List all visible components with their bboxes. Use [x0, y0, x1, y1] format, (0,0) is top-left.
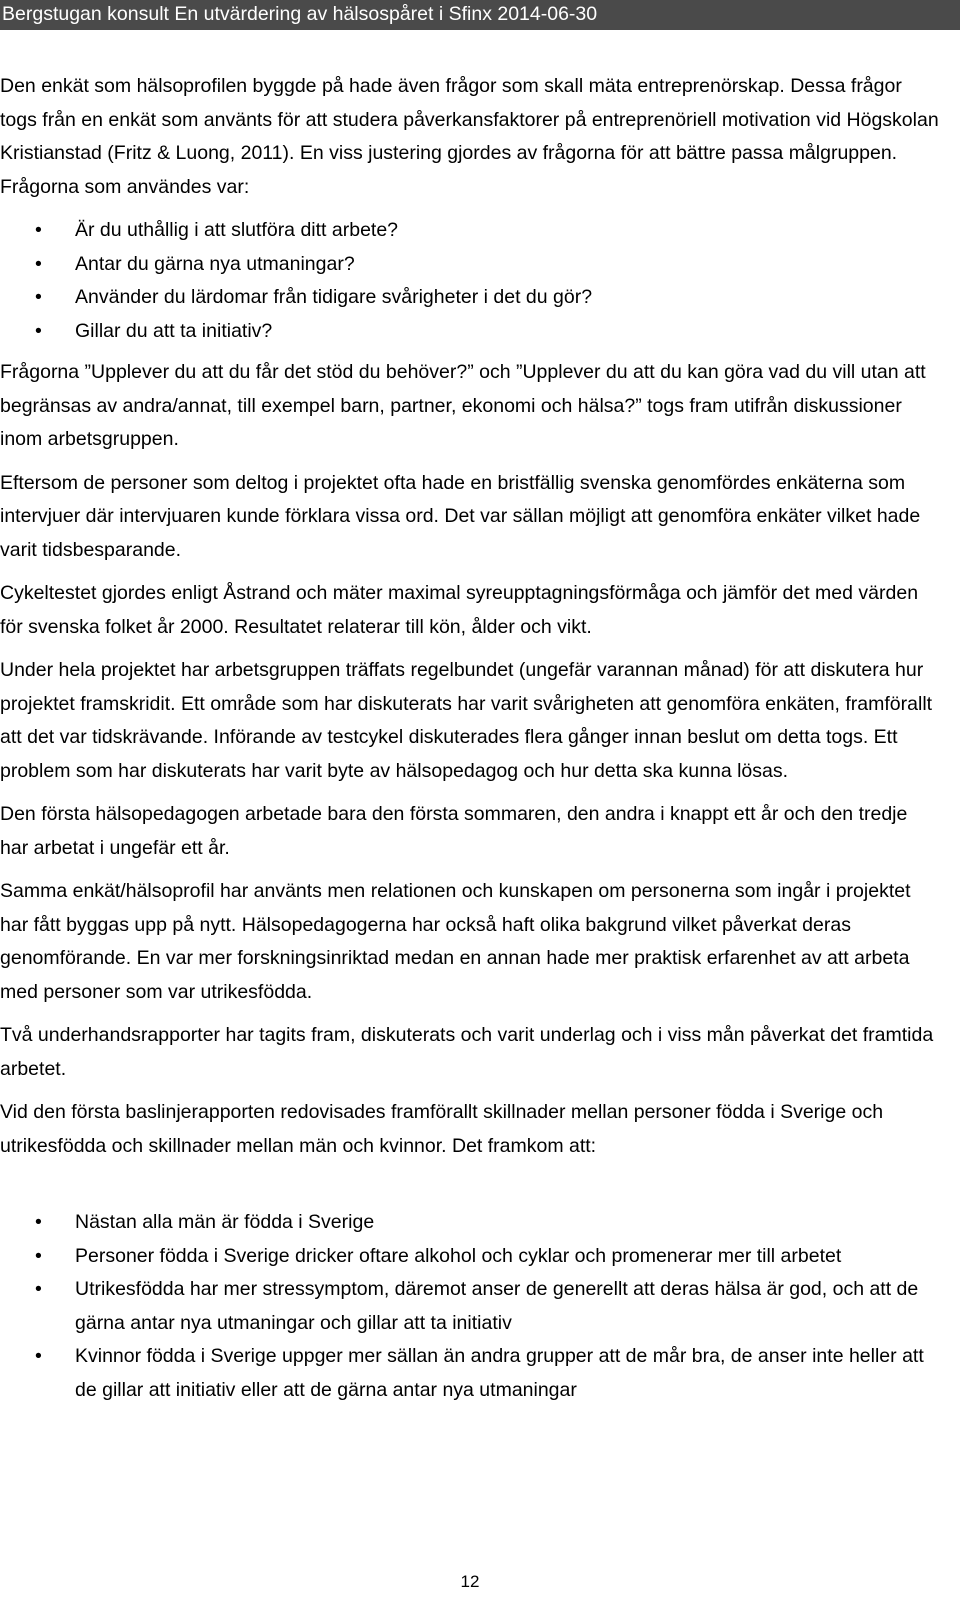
list-item-text: Antar du gärna nya utmaningar?	[75, 252, 355, 275]
paragraph-cykeltestet: Cykeltestet gjordes enligt Åstrand och mäter maximal syreupptagningsförmåga och jämför det med värden för svenska folket år 2000. Resultatet relaterar till kön, ålder och vikt.	[0, 582, 919, 638]
bullet-icon: •	[35, 1345, 42, 1367]
bullet-icon: •	[35, 319, 42, 342]
list-item	[0, 1340, 940, 1407]
paragraph-entreprenorskap: Den enkät som hälsoprofilen byggde på hade även frågor som skall mäta entreprenörskap. Dessa frågor togs från en enkät som använts för att studera påverkansfaktorer på entreprenöriell motivation vid Högskolan Kristianstad (Fritz & Luong, 2011). En viss justering gjordes av frågorna för att bättre passa målgruppen. Frågorna som användes var:	[0, 75, 939, 198]
list-item-text: Är du uthållig i att slutföra ditt arbete?	[75, 219, 399, 241]
paragraph-halsopedagog: Den första hälsopedagogen arbetade bara den första sommaren, den andra i knappt ett år och den tredje har arbetat i ungefär ett år.	[0, 803, 908, 859]
list-item-text: Utrikesfödda har mer stressymptom, däremot anser de generellt att deras hälsa är god, och att de gärna antar nya utmaningar och gillar att ta initiativ	[75, 1278, 919, 1334]
list-item	[0, 1206, 940, 1240]
bullet-icon: •	[35, 219, 42, 241]
document-body	[0, 70, 940, 1415]
document-header	[0, 0, 960, 30]
bullet-icon: •	[35, 1278, 42, 1300]
list-item-text: Personer födda i Sverige dricker oftare alkohol och cyklar och promenerar mer till arbetet	[75, 1244, 842, 1267]
paragraph-fragorna: Frågorna ”Upplever du att du får det stöd du behöver?” och ”Upplever du att du kan göra vad du vill utan att begränsas av andra/annat, till exempel barn, partner, ekonomi och hälsa?” togs fram utifrån diskussioner inom arbetsgruppen.	[0, 361, 926, 450]
list-item-text: Nästan alla män är födda i Sverige	[75, 1211, 375, 1233]
header-title: Bergstugan konsult En utvärdering av hälsospåret i Sfinx 2014-06-30	[2, 3, 598, 25]
list-item-text: Använder du lärdomar från tidigare svårigheter i det du gör?	[75, 286, 593, 308]
question-list	[0, 214, 940, 348]
list-item	[0, 214, 940, 248]
list-item	[0, 281, 940, 315]
list-item	[0, 1273, 940, 1340]
list-item-text: Kvinnor födda i Sverige uppger mer sällan än andra grupper att de mår bra, de anser inte heller att de gillar att initiativ eller att de gärna antar nya utmaningar	[75, 1345, 924, 1401]
bullet-icon: •	[35, 1211, 42, 1233]
list-item	[0, 248, 940, 282]
list-item	[0, 1240, 940, 1274]
paragraph-underhandsrapporter: Två underhandsrapporter har tagits fram, diskuterats och varit underlag och i viss mån påverkat det framtida arbetet.	[0, 1024, 934, 1080]
list-item	[0, 315, 940, 349]
findings-list	[0, 1206, 940, 1407]
spacer	[0, 1173, 940, 1206]
paragraph-eftersom: Eftersom de personer som deltog i projektet ofta hade en bristfällig svenska genomfördes enkäterna som intervjuer där intervjuaren kunde förklara vissa ord. Det var sällan möjligt att genomföra enkäter vilket hade varit tidsbesparande.	[0, 471, 921, 561]
bullet-icon: •	[35, 286, 42, 308]
paragraph-halsoprofil: Samma enkät/hälsoprofil har använts men relationen och kunskapen om personerna som ingår i projektet har fått byggas upp på nytt. Hälsopedagogerna har också haft olika bakgrund vilket påverkat deras genomförande. En var mer forskningsinriktad medan en annan hade mer praktisk erfarenhet av att arbeta med personer som var utrikesfödda.	[0, 880, 911, 1003]
list-item-text: Gillar du att ta initiativ?	[75, 319, 273, 342]
bullet-icon: •	[35, 252, 42, 275]
bullet-icon: •	[35, 1244, 42, 1267]
paragraph-baslinjerapport: Vid den första baslinjerapporten redovisades framförallt skillnader mellan personer födda i Sverige och utrikesfödda och skillnader mellan män och kvinnor. Det framkom att:	[0, 1101, 884, 1157]
page-number: 12	[460, 1572, 480, 1591]
paragraph-arbetsgruppen: Under hela projektet har arbetsgruppen träffats regelbundet (ungefär varannan månad) för att diskutera hur projektet framskridit. Ett område som har diskuterats har varit svårigheten att genomföra enkäten, framförallt att det var tidskrävande. Införande av testcykel diskuterades flera gånger innan beslut om detta togs. Ett problem som har diskuterats har varit byte av hälsopedagog och hur detta ska kunna lösas.	[0, 659, 933, 782]
